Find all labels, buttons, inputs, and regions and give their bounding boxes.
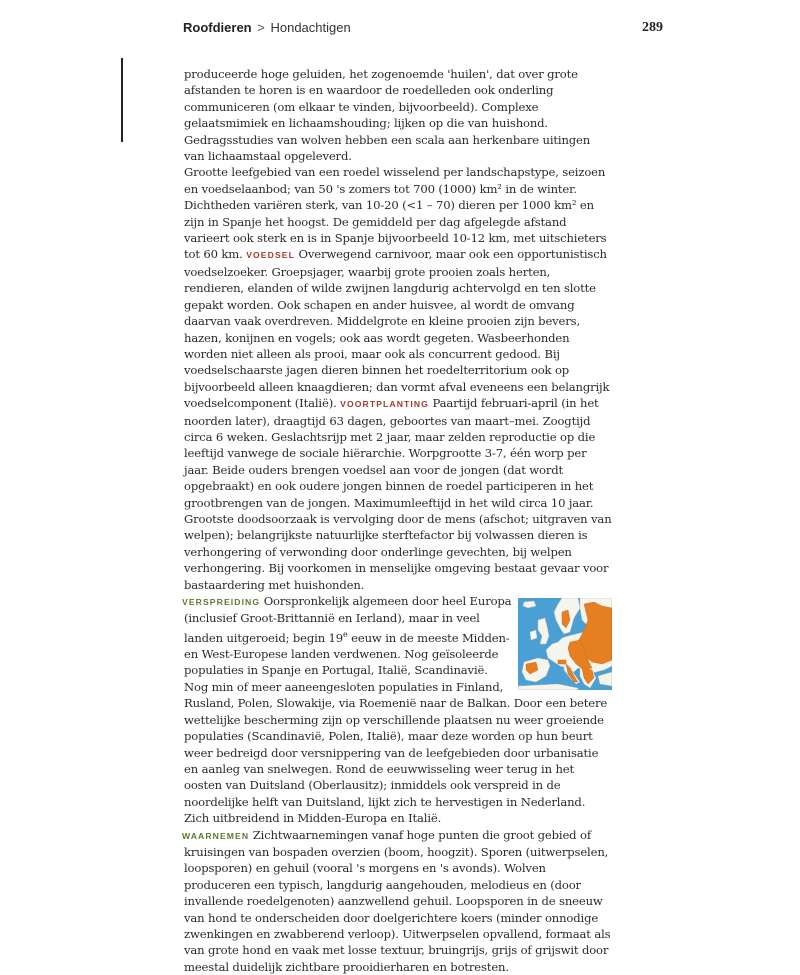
voortplanting-text: Paartijd februari-april (in het noorden later), draagtijd 63 dagen, geboortes van maart–mei. Zoogtijd circa 6 weken. Geslachtsrijp met 2 jaar, maar zelden reproductie op die leeftijd vanwege de sociale hiërarchie. Worpgrootte 3-7, één worp per jaar. Beide ouders brengen voedsel aan voor de jongen (dat wordt opgebraakt) en ook oudere jongen binnen de roedel participeren in het grootbrengen van de jongen. Maximumleeftijd in het wild circa 10 jaar. Grootste doodsoorzaak is vervolging door de mens (afschot; uitgraven van welpen); belangrijkste natuurlijke sterftefactor bij volwassen dieren is verhongering of verwonding door onderlinge gevechten, bij welpen verhongering. Bij voorkomen in menselijke omgeving bestaat gevaar voor bastaardering met huishonden. xyxy=(184,396,612,592)
paragraph-verspreiding xyxy=(184,593,612,827)
distribution-map xyxy=(518,598,612,690)
voortplanting-label: VOORTPLANTING xyxy=(340,399,429,410)
verspreiding-superscript: e xyxy=(343,629,348,639)
verspreiding-text-1: Oorspronkelijk algemeen door heel Europa (inclusief Groot-Brittannië en Ierland), maar in veel landen uitgeroeid; begin 19 xyxy=(184,594,512,645)
paragraph-communication: produceerde hoge geluiden, het zogenoemde 'huilen', dat over grote afstanden te horen is en waardoor de roedelleden ook onderling communiceren (om elkaar te vinden, bijvoorbeeld). Complexe gelaatsmimiek en lichaamshouding; lijken op die van huishond. Gedragsstudies van wolven hebben een scala aan herkenbare uitingen van lichaamstaal opgeleverd. xyxy=(184,67,591,164)
margin-rule xyxy=(121,58,123,142)
voedsel-text: Overwegend carnivoor, maar ook een opportunistisch voedselzoeker. Groepsjager, waarbij grote prooien zoals herten, rendieren, elanden of wilde zwijnen langdurig achtervolgd en ten slotte gepakt worden. Ook schapen en ander huisvee, al wordt de omvang daarvan vaak overdreven. Middelgrote en kleine prooien zijn bevers, hazen, konijnen en vogels; ook aas wordt gegeten. Wasbeerhonden worden niet alleen als prooi, maar ook als concurrent gedood. Bij voedselschaarste jagen dieren binnen het roedelterritorium ook op bijvoorbeeld alleen knaagdieren; dan vormt afval eveneens een belangrijk voedselcomponent (Italië). xyxy=(184,247,610,411)
europe-map-image xyxy=(518,598,612,690)
header-section: Roofdieren xyxy=(183,20,252,35)
page-number: 289 xyxy=(642,20,663,35)
header-subsection: Hondachtigen xyxy=(270,20,351,35)
running-header xyxy=(183,20,663,40)
waarnemen-label: WAARNEMEN xyxy=(182,830,250,841)
paragraph-territory xyxy=(184,164,612,593)
voedsel-label: VOEDSEL xyxy=(246,250,295,261)
verspreiding-label: VERSPREIDING xyxy=(182,597,261,607)
body-text xyxy=(184,66,612,975)
paragraph-waarnemen xyxy=(184,827,612,975)
header-separator: > xyxy=(257,20,265,35)
territory-text: Grootte leefgebied van een roedel wisselend per landschapstype, seizoen en voedselaanbod; van 50 's zomers tot 700 (1000) km² in de winter. Dichtheden variëren sterk, van 10-20 (<1 – 70) dieren per 1000 km² en zijn in Spanje het hoogst. De gemiddeld per dag afgelegde afstand varieert ook sterk en is in Spanje bijvoorbeeld 10-12 km, met uitschieters tot 60 km. xyxy=(184,165,607,262)
waarnemen-text: Zichtwaarnemingen vanaf hoge punten die groot gebied of kruisingen van bospaden overzien (boom, hoogzit). Sporen (uitwerpselen, loopsporen) en gehuil (vooral 's morgens en 's avonds). Wolven produceren een typisch, langdurig aangehouden, melodieus en (door invallende roedelgenoten) aanzwellend gehuil. Loopsporen in de sneeuw van hond te onderscheiden door doelgerichtere koers (minder onnodige zwenkingen en zwabberend verloop). Uitwerpselen opvallend, formaat als van grote hond en vaak met losse textuur, bruingrijs, grijs of grijswit door meestal duidelijk zichtbare prooidierharen en botresten. xyxy=(184,827,611,974)
verspreiding-text-2: eeuw in de meeste Midden- en West-Europese landen verdwenen. Nog geïsoleerde populaties in Spanje en Portugal, Italië, Scandinavië. Nog min of meer aaneengesloten populaties in Finland, Rusland, Polen, Slowakije, via Roemenië naar de Balkan. Door een betere wettelijke bescherming zijn op verschillende plaatsen nu weer groeiende populaties (Scandinavië, Polen, Italië), maar deze worden op hun beurt weer bedreigd door versnippering van de leefgebieden door urbanisatie en aanleg van snelwegen. Rond de eeuwwisseling weer terug in het oosten van Duitsland (Oberlausitz); inmiddels ook verspreid in de noordelijke helft van Duitsland, lijkt zich te hervestigen in Nederland. Zich uitbreidend in Midden-Europa en Italië. xyxy=(184,630,608,826)
